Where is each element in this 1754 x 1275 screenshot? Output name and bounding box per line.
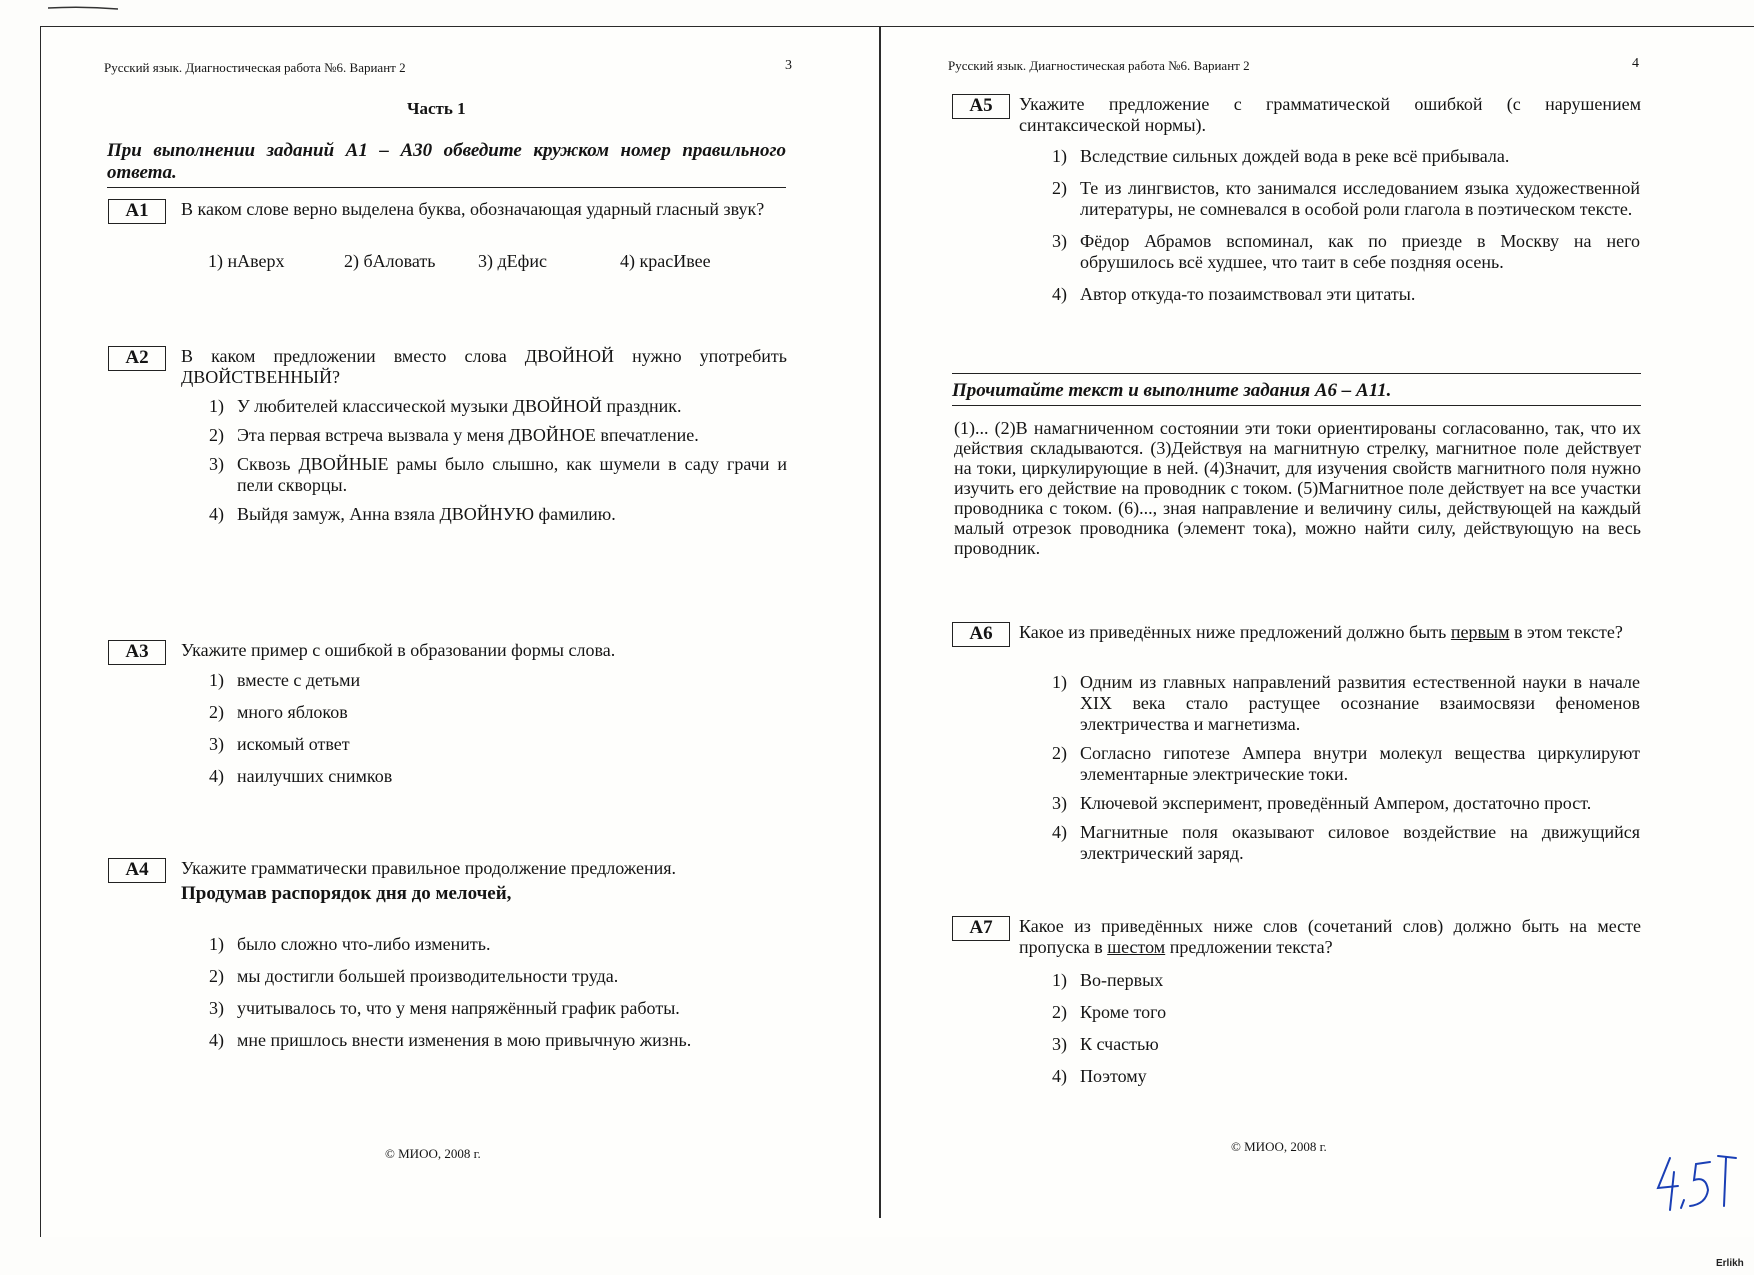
- answer-option[interactable]: 3) Ключевой эксперимент, проведённый Ампером, достаточно прост.: [1052, 793, 1592, 813]
- answer-option[interactable]: 2) Эта первая встреча вызвала у меня ДВОЙНОЕ впечатление.: [209, 425, 699, 445]
- task-question: Укажите предложение с грамматической ошибкой (с нарушением синтаксической нормы).: [1019, 94, 1641, 135]
- task-label: А2: [108, 346, 166, 371]
- answer-options: [1052, 672, 1640, 872]
- task-question: Укажите пример с ошибкой в образовании формы слова.: [181, 640, 616, 660]
- task-a4: [108, 858, 788, 1118]
- answer-option[interactable]: 1) Во-первых: [1052, 970, 1164, 990]
- task-label: А5: [952, 94, 1010, 119]
- answer-option[interactable]: 3) искомый ответ: [209, 734, 350, 754]
- task-label: А6: [952, 622, 1010, 647]
- answer-option[interactable]: 2) бАловать: [344, 251, 436, 271]
- answer-option[interactable]: 4) Автор откуда-то позаимствовал эти цитаты.: [1052, 284, 1416, 304]
- instruction: Прочитайте текст и выполните задания А6 – А11.: [952, 373, 1641, 406]
- page-left: [40, 26, 879, 1216]
- answer-option[interactable]: 4) Магнитные поля оказывают силовое воздействие на движущийся электрический заряд.: [1052, 822, 1640, 863]
- task-a7: [952, 916, 1642, 1136]
- answer-options: [1052, 970, 1640, 1098]
- footer-copyright: © МИОО, 2008 г.: [385, 1146, 481, 1161]
- answer-option[interactable]: 2) Кроме того: [1052, 1002, 1167, 1022]
- running-head: Русский язык. Диагностическая работа №6. Вариант 2: [104, 60, 406, 75]
- task-question: Какое из приведённых ниже предложений должно быть первым в этом тексте?: [1019, 622, 1623, 642]
- running-head: Русский язык. Диагностическая работа №6. Вариант 2: [948, 58, 1250, 73]
- instruction: При выполнении заданий А1 – А30 обведите кружком номер правильного ответа.: [107, 140, 786, 188]
- answer-option[interactable]: 2) мы достигли большей производительности труда.: [209, 966, 619, 986]
- handwritten-score: [1648, 1150, 1738, 1220]
- page-number: 4: [1632, 56, 1639, 71]
- page-right: [881, 26, 1754, 1216]
- task-question: В каком слове верно выделена буква, обозначающая ударный гласный звук?: [181, 199, 765, 219]
- part-title: Часть 1: [407, 99, 466, 118]
- task-a6: [952, 622, 1642, 912]
- underlined-word: шестом: [1107, 937, 1166, 957]
- answer-option[interactable]: 4) мне пришлось внести изменения в мою привычную жизнь.: [209, 1030, 692, 1050]
- answer-option[interactable]: 2) много яблоков: [209, 702, 348, 722]
- answer-option[interactable]: 1) Вследствие сильных дождей вода в реке всё прибывала.: [1052, 146, 1510, 166]
- answer-option[interactable]: 4) Выйдя замуж, Анна взяла ДВОЙНУЮ фамилию.: [209, 504, 616, 524]
- answer-option[interactable]: 3) учитывалось то, что у меня напряжённый график работы.: [209, 998, 680, 1018]
- task-question: Какое из приведённых ниже слов (сочетаний слов) должно быть на месте пропуска в шестом предложении текста?: [1019, 916, 1641, 957]
- task-question: [181, 858, 787, 904]
- sentence-start: Продумав распорядок дня до мелочей,: [181, 883, 512, 904]
- answer-option[interactable]: 3) К счастью: [1052, 1034, 1159, 1054]
- task-question: В каком предложении вместо слова ДВОЙНОЙ нужно употребить ДВОЙСТВЕННЫЙ?: [181, 346, 787, 387]
- task-label: А7: [952, 916, 1010, 941]
- pen-mark: [48, 4, 118, 12]
- footer-copyright: © МИОО, 2008 г.: [1231, 1139, 1327, 1154]
- task-label: А3: [108, 640, 166, 665]
- answer-options: [209, 396, 787, 533]
- answer-options: [1052, 146, 1640, 316]
- answer-option[interactable]: 2) Те из лингвистов, кто занимался исследованием языка художественной литературы, не сомневался в особой роли глагола в поэтическом тексте.: [1052, 178, 1640, 219]
- answer-options: [209, 670, 787, 798]
- answer-option[interactable]: 4) наилучших снимков: [209, 766, 393, 786]
- task-a3: [108, 640, 788, 790]
- answer-options: [209, 934, 787, 1062]
- task-a2: [108, 346, 788, 616]
- answer-option[interactable]: 1) было сложно что-либо изменить.: [209, 934, 491, 954]
- task-question-text: Укажите грамматически правильное продолжение предложения.: [181, 858, 677, 878]
- task-a1: [108, 199, 788, 289]
- answer-option[interactable]: 1) вместе с детьми: [209, 670, 361, 690]
- answer-option[interactable]: 2) Согласно гипотезе Ампера внутри молекул вещества циркулируют элементарные электрические токи.: [1052, 743, 1640, 784]
- answer-option[interactable]: 3) Сквозь ДВОЙНЫЕ рамы было слышно, как шумели в саду грачи и пели скворцы.: [209, 454, 787, 495]
- answer-option[interactable]: 3) дЕфис: [478, 251, 547, 271]
- watermark: Erlikh: [1716, 1258, 1744, 1269]
- underlined-word: первым: [1450, 622, 1510, 642]
- answer-option[interactable]: 1) нАверх: [208, 251, 285, 271]
- answer-option[interactable]: 4) красИвее: [620, 251, 711, 271]
- page-number: 3: [785, 58, 792, 73]
- answer-option[interactable]: 4) Поэтому: [1052, 1066, 1147, 1086]
- task-a5: [952, 94, 1642, 374]
- answer-option[interactable]: 1) У любителей классической музыки ДВОЙНОЙ праздник.: [209, 396, 682, 416]
- reading-passage: (1)... (2)В намагниченном состоянии эти токи ориентированы согласованно, так, что их действия складываются. (3)Действуя на магнитную стрелку, магнитное поле действует на токи, циркулирующие в ней. (4)Значит, для изучения свойств магнитного поля нужно изучить его действие на проводник с током. (5)Магнитное поле действует на все участки проводника с током. (6)..., зная направление и величину силы, действующей на каждый малый отрезок проводника (элемент тока), можно найти силу, действующую на весь проводник.: [954, 418, 1641, 558]
- task-label: А1: [108, 199, 166, 224]
- task-label: А4: [108, 858, 166, 883]
- answer-option[interactable]: 1) Одним из главных направлений развития естественной науки в начале XIX века стало растущее осознание взаимосвязи феноменов электричества и магнетизма.: [1052, 672, 1640, 734]
- answer-option[interactable]: 3) Фёдор Абрамов вспоминал, как по приезде в Москву на него обрушилось всё худшее, что таит в себе поздняя осень.: [1052, 231, 1640, 272]
